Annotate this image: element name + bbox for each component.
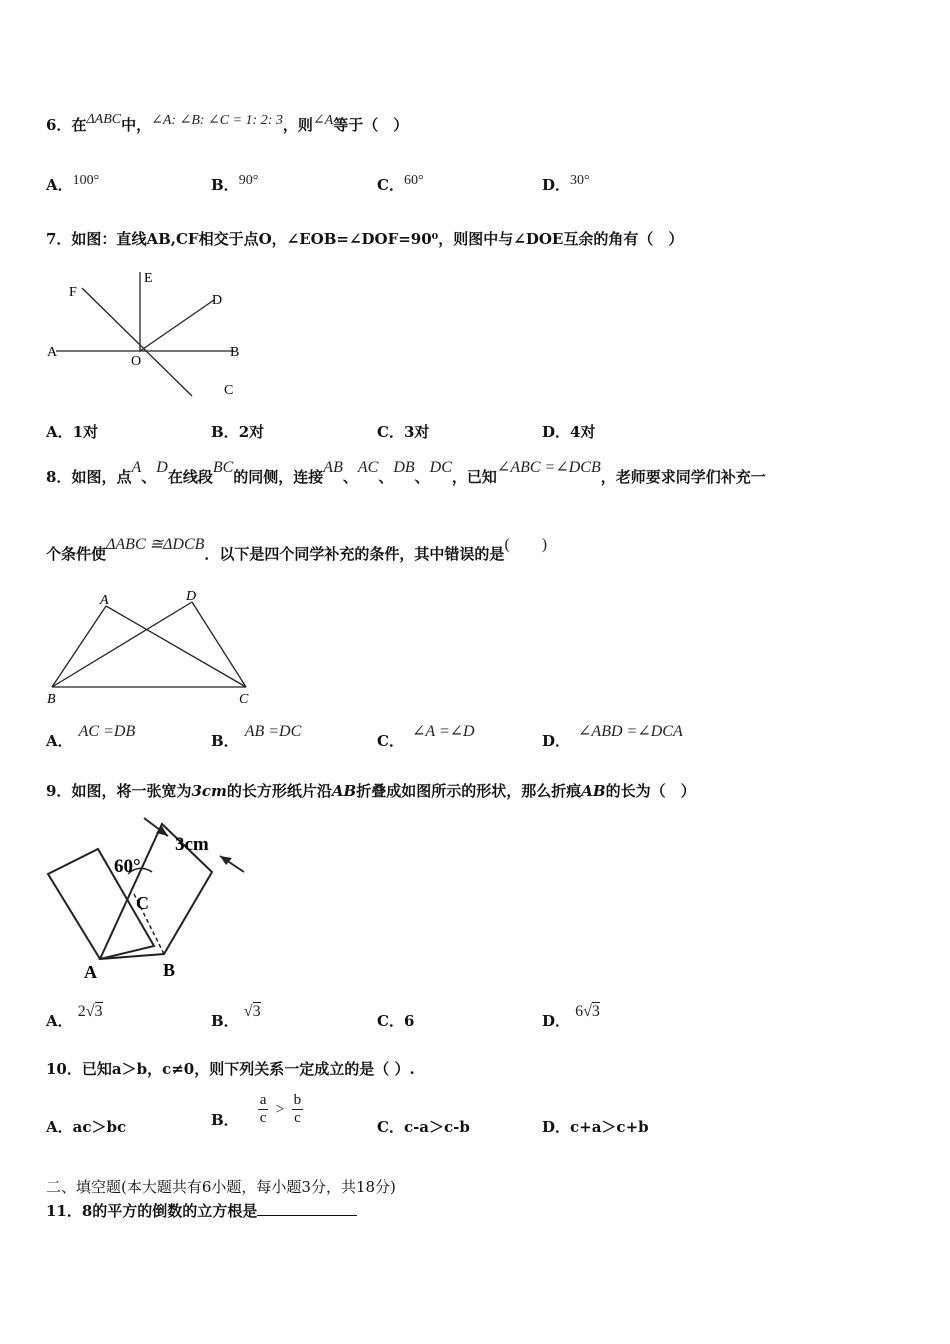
option-label: C． [377,732,404,750]
question-9 [46,780,696,801]
q8-condition: ∠ABC =∠DCB [496,459,601,476]
radicand: 3 [252,1003,261,1020]
question-8-line2 [46,536,548,564]
option-value: 90° [238,173,259,188]
label-a: A [84,962,97,982]
coefficient: 2 [77,1003,86,1020]
radicand: 3 [591,1003,600,1020]
label-c: C [224,383,234,398]
option-value: AB =DC [244,723,302,740]
q10-option-b[interactable] [211,1092,303,1127]
label-f: F [69,285,77,300]
option-value: 2对 [238,423,265,441]
option-label: A． [46,176,73,194]
q8-congruence: ΔABC ≅ΔDCB [106,536,205,553]
q9-option-c[interactable] [377,1010,414,1031]
option-label: C． [377,1012,404,1030]
option-label: C． [377,1118,404,1136]
q8-option-d[interactable] [542,723,683,751]
q8-point-a: A [131,459,142,476]
option-label: D． [542,423,571,441]
q9-option-a[interactable] [46,1003,103,1031]
q6-triangle-expr: ΔABC [86,112,122,127]
option-label: C． [377,423,404,441]
option-value: 3对 [403,423,430,441]
q8-sep: 、 [141,468,157,486]
option-value: 100° [72,173,100,188]
line-fc [82,288,192,396]
q8-option-a[interactable] [46,723,136,751]
label-d: D [212,293,223,308]
label-o: O [131,354,142,369]
label-60-degree: 60° [114,856,141,877]
option-label: D． [542,176,571,194]
option-value: 1对 [72,423,99,441]
denominator: c [294,1110,301,1126]
q6-ratio-expr: ∠A: ∠B: ∠C = 1: 2: 3 [151,113,283,128]
fraction-a-over-c [258,1092,269,1127]
sqrt-icon: √ [243,1003,253,1020]
q8-text: 如图，点 [71,468,132,486]
q6-text: 在 [71,116,87,134]
label-b: B [163,960,176,980]
q6-option-c[interactable] [377,174,424,195]
q7-figure [44,266,254,406]
q7-option-b[interactable] [211,421,264,442]
q9-number: 9． [46,782,72,800]
label-c: C [239,692,249,707]
q8-text: 在线段 [167,468,213,486]
q8-segment-db: DB [393,459,415,476]
option-label: B． [211,732,239,750]
q9-segment-ab: AB [331,782,357,800]
q6-option-d[interactable] [542,174,590,195]
option-label: B． [211,423,239,441]
option-label: A． [46,423,73,441]
option-label: D． [542,1118,571,1136]
q8-segment-ac: AC [357,459,379,476]
q8-sep: 、 [342,468,358,486]
coefficient: 6 [575,1003,584,1020]
q11-text: 11．8的平方的倒数的立方根是 [46,1202,258,1220]
q9-width: 3cm [191,782,227,800]
q9-text: 如图，将一张宽为 [71,782,192,800]
q8-segment-ab: AB [323,459,343,476]
q10-option-d[interactable] [542,1116,649,1137]
q6-angle-expr: ∠A [312,113,334,128]
q6-text: ，则 [282,116,313,134]
question-8-line1 [46,459,766,487]
greater-than-sign: > [275,1100,285,1118]
option-value: ∠ABD =∠DCA [578,723,683,740]
option-value: 60° [403,173,424,188]
option-label: D． [542,732,571,750]
option-value: 30° [570,173,590,188]
question-11 [46,1200,357,1221]
q8-answer-paren: ( ) [504,536,548,553]
q7-option-a[interactable] [46,421,98,442]
q9-figure [44,814,254,986]
option-label: B． [211,176,239,194]
q6-option-b[interactable] [211,174,258,195]
q8-option-b[interactable] [211,723,302,751]
q8-figure [44,584,264,708]
q8-number: 8． [46,468,72,486]
option-label: A． [46,1012,73,1030]
label-3cm: 3cm [175,834,209,855]
option-label: B． [211,1111,239,1129]
option-value: AC =DB [78,723,136,740]
option-value: c+a＞c+b [570,1118,649,1136]
q6-text: 中， [121,116,152,134]
label-a: A [47,345,58,360]
q8-segment-bc: BC [212,459,234,476]
q6-text: 等于（ ） [333,116,409,134]
q8-segment-dc: DC [429,459,452,476]
sqrt-icon: √ [85,1003,95,1020]
option-value: c-a＞c-b [403,1118,470,1136]
option-value: 6 [403,1012,415,1030]
option-label: B． [211,1012,239,1030]
segment-dc [192,602,246,687]
numerator: a [259,1092,267,1108]
q9-text: 的长方形纸片沿 [226,782,332,800]
option-label: A． [46,732,73,750]
q8-text: 的同侧，连接 [233,468,324,486]
question-7: 7．如图：直线AB,CF相交于点O，∠EOB=∠DOF=90⁰，则图中与∠DOE互余的角有（ ） [46,230,684,248]
q9-option-d[interactable] [542,1003,600,1031]
label-b: B [230,345,240,360]
question-6 [46,114,408,135]
option-value [78,1003,103,1020]
q6-option-a[interactable] [46,174,99,195]
label-b: B [47,692,56,707]
segment-ba [52,606,106,687]
option-label: A． [46,1118,73,1136]
q8-text: ，已知 [451,468,497,486]
q9-text: 折叠成如图所示的形状，那么折痕 [356,782,582,800]
q9-segment-ab: AB [581,782,606,800]
q8-text: ，老师要求同学们补充一 [600,468,766,486]
q8-sep: 、 [378,468,394,486]
option-value: ∠A =∠D [411,723,475,740]
radicand: 3 [94,1003,103,1020]
option-value [575,1003,600,1020]
numerator: b [293,1092,302,1108]
option-label: C． [377,176,404,194]
label-d: D [186,589,197,604]
label-a: A [100,593,109,608]
answer-blank[interactable] [257,1201,357,1216]
q10-option-c[interactable] [377,1116,470,1137]
q8-option-c[interactable] [377,723,475,751]
q6-number: 6． [46,116,72,134]
sqrt-icon: √ [583,1003,592,1020]
q8-sep: 、 [414,468,430,486]
q7-option-d[interactable] [542,421,595,442]
label-c: C [136,893,149,913]
q7-option-c[interactable] [377,421,429,442]
section-title: 二、填空题(本大题共有6小题，每小题3分，共18分) [46,1178,396,1196]
denominator: c [259,1110,267,1126]
q9-option-b[interactable] [211,1003,261,1031]
q10-option-a[interactable] [46,1116,126,1137]
segment-ac [106,606,246,687]
q8-point-d: D [156,459,168,476]
option-value: 4对 [570,423,596,441]
line-od [140,300,214,351]
option-label: D． [542,1012,571,1030]
label-e: E [144,271,153,286]
option-value [244,1003,261,1020]
q9-text: 的长为（ ） [605,782,696,800]
fraction-b-over-c [292,1092,304,1127]
question-10: 10．已知a＞b，c≠0，则下列关系一定成立的是（ ）. [46,1060,415,1078]
option-value: ac＞bc [72,1118,127,1136]
q8-text: 个条件使 [46,545,107,563]
q8-text: ．以下是四个同学补充的条件，其中错误的是 [204,545,505,563]
